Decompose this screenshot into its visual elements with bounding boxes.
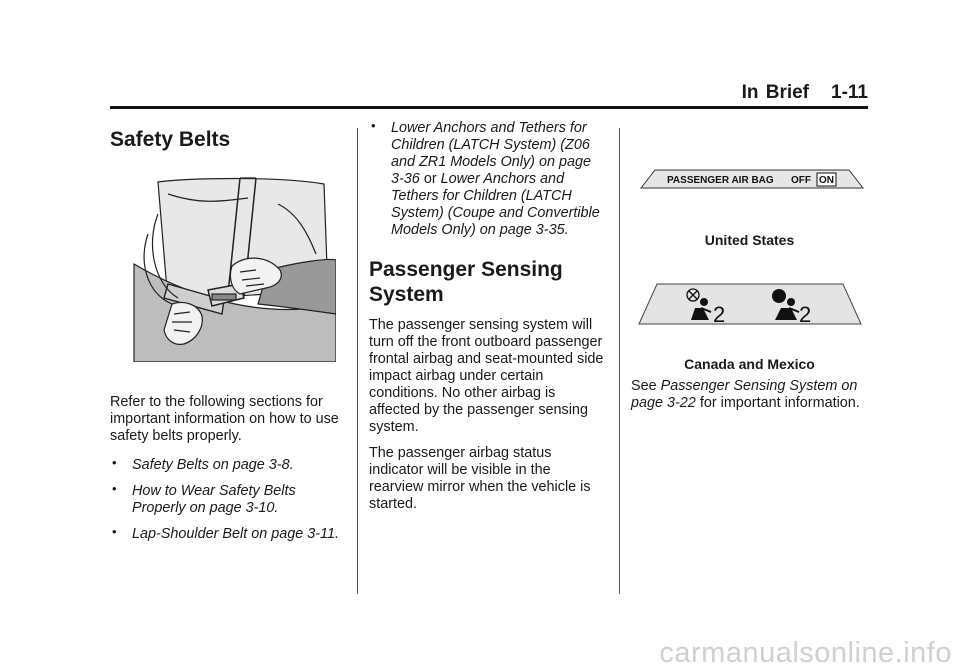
heading-safety-belts: Safety Belts — [110, 128, 231, 151]
list-item — [369, 120, 605, 239]
heading-line-2: System — [369, 283, 444, 306]
bullet-icon: • — [112, 481, 117, 496]
canada-panel-num-2: 2 — [799, 302, 812, 327]
link-safety-belts[interactable]: Safety Belts on page 3-8. — [132, 457, 294, 473]
list-item — [110, 457, 350, 474]
heading-passenger-sensing — [369, 257, 605, 307]
see-reference-paragraph — [631, 378, 868, 412]
header-title — [742, 82, 868, 104]
paragraph-status-indicator: The passenger airbag status indicator will be visible in the rearview mirror when the vehicle is started. — [369, 445, 591, 512]
paragraph-sensing-system: The passenger sensing system will turn off the front outboard passenger frontal airbag and seat-mounted side impact airbag under certain conditions. No other airbag is affected by the passenger sensing system. — [369, 317, 604, 435]
caption-canada-mexico: Canada and Mexico — [684, 356, 815, 372]
safety-belt-illustration — [128, 174, 336, 362]
section-name: In Brief — [741, 82, 810, 103]
heading-line-1: Passenger Sensing — [369, 258, 563, 281]
page-header — [110, 80, 868, 109]
us-panel-label: PASSENGER AIR BAG — [667, 175, 774, 186]
page-number: 1-11 — [831, 82, 868, 103]
us-panel-off: OFF — [791, 175, 811, 186]
column-divider — [357, 128, 358, 594]
column-divider — [619, 128, 620, 594]
link-latch-z06-zr1[interactable]: Lower Anchors and Tethers for Children (LATCH System) (Z06 and ZR1 Models Only) on page 3-36 — [391, 120, 591, 187]
see-suffix: for important information. — [699, 395, 860, 411]
list-item — [110, 526, 350, 543]
bullet-icon: • — [112, 455, 117, 470]
bullet-icon: • — [371, 118, 376, 133]
bullet-icon: • — [112, 524, 117, 539]
link-lap-shoulder-belt[interactable]: Lap-Shoulder Belt on page 3-11. — [132, 526, 339, 542]
link-latch-coupe-convertible[interactable]: Lower Anchors and Tethers for Children (LATCH System) (Coupe and Convertible Models Only) on page 3-35. — [391, 171, 600, 238]
see-prefix: See — [631, 378, 657, 394]
canada-panel-num-1: 2 — [713, 302, 726, 327]
list-item — [110, 483, 350, 517]
link-passenger-sensing-system[interactable]: Passenger Sensing System on page 3-22 — [631, 378, 858, 411]
column-passenger-sensing — [369, 120, 605, 513]
caption-united-states: United States — [704, 232, 795, 248]
column-safety-belts — [110, 120, 350, 543]
link-how-to-wear-safety-belts[interactable]: How to Wear Safety Belts Properly on page 3-10. — [132, 483, 296, 516]
intro-paragraph: Refer to the following sections for important information on how to use safety belts properly. — [110, 394, 339, 444]
canada-airbag-indicator-panel — [631, 280, 868, 328]
us-airbag-indicator-panel — [631, 166, 868, 192]
watermark: carmanualsonline.info — [659, 637, 952, 669]
connector-text: or — [423, 171, 437, 187]
us-panel-on: ON — [819, 175, 834, 186]
